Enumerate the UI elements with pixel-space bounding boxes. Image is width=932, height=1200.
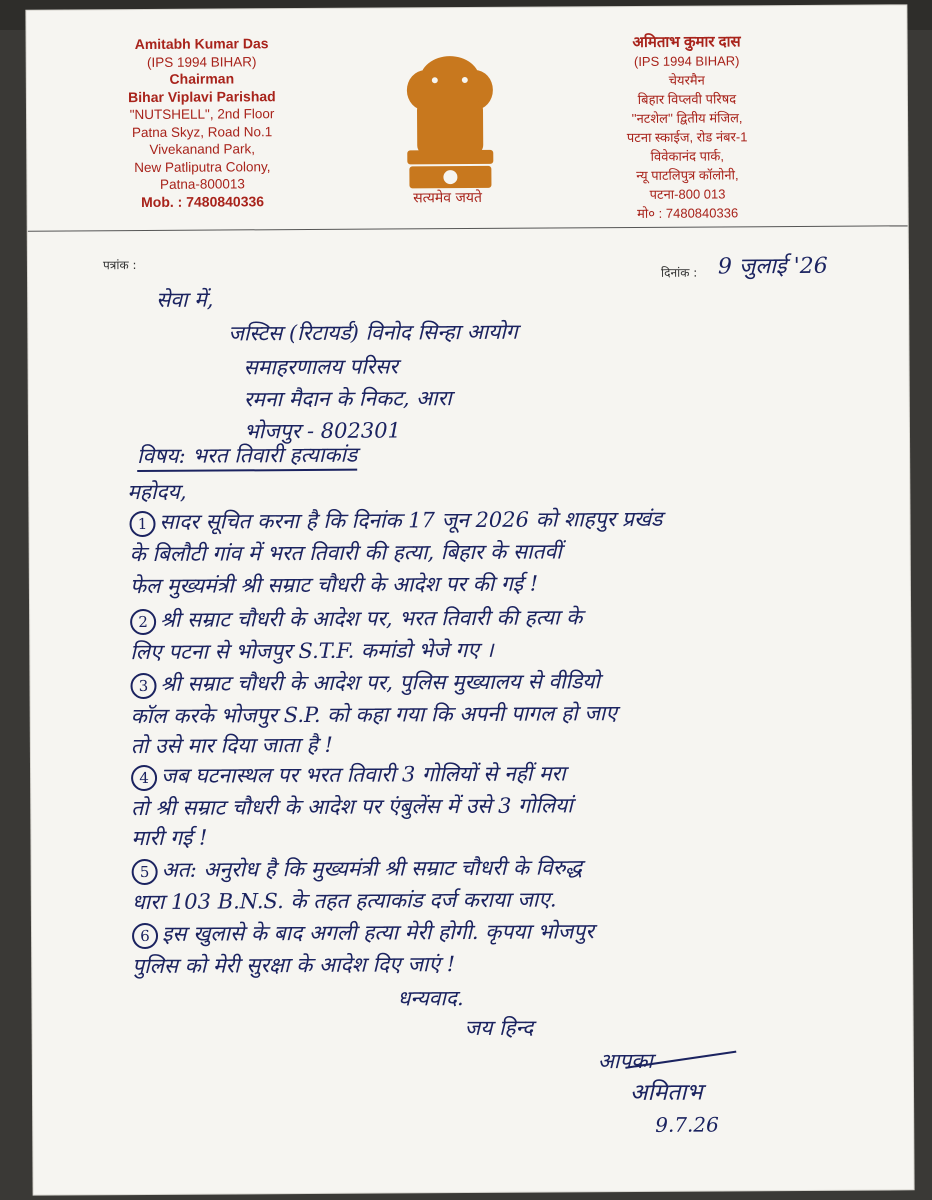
sender-org-hi: बिहार विप्लवी परिषद (637, 91, 737, 107)
point-6-line-2: पुलिस को मेरी सुरक्षा के आदेश दिए जाएं ! (132, 952, 456, 979)
address-line-1-en: "NUTSHELL", 2nd Floor (129, 106, 275, 123)
sender-name-en: Amitabh Kumar Das (134, 35, 269, 53)
sender-name-hi: अमिताभ कुमार दास (632, 33, 741, 51)
point-4-line-1: 4 जब घटनास्थल पर भरत तिवारी 3 गोलियों से नहीं मरा (131, 759, 566, 790)
ref-number-label: पत्रांक : (102, 258, 137, 273)
addressee-line-3: रमना मैदान के निकट, आरा (243, 386, 452, 412)
address-line-2-en: Patna Skyz, Road No.1 (131, 123, 273, 140)
point-3-line-3: तो उसे मार दिया जाता है ! (130, 732, 333, 759)
salutation-to: सेवा में, (156, 287, 214, 312)
letterhead-english (87, 35, 318, 211)
point-3-number: 3 (130, 672, 156, 698)
signature-date: 9.7.26 (655, 1112, 719, 1137)
point-1-line-1: 1 सादर सूचित करना है कि दिनांक 17 जून 2026 को शाहपुर प्रखंड (129, 505, 662, 537)
point-1-number: 1 (129, 510, 155, 536)
point-2-number: 2 (130, 608, 156, 634)
sender-designation-en: Chairman (169, 70, 235, 87)
point-3-line-1: 3 श्री सम्राट चौधरी के आदेश पर, पुलिस मुख्यालय से वीडियो (130, 667, 600, 698)
point-5-number: 5 (132, 858, 158, 884)
address-line-3-en: Vivekanand Park, (149, 141, 256, 157)
point-4-number: 4 (131, 764, 157, 790)
address-line-1-hi: ''नटशेल'' द्वितीय मंजिल, (631, 110, 743, 127)
letter-date: 9 जुलाई '26 (717, 253, 828, 280)
sender-org-en: Bihar Viplavi Parishad (128, 87, 276, 105)
emblem-motto: सत्यमेव जयते (413, 189, 482, 207)
sender-cadre-hi: (IPS 1994 BIHAR) (633, 53, 740, 69)
address-line-2-hi: पटना स्काईज, रोड नंबर-1 (626, 129, 748, 146)
point-5-line-1: 5 अत: अनुरोध है कि मुख्यमंत्री श्री सम्राट चौधरी के विरुद्ध (132, 853, 583, 884)
signature: अमिताभ (629, 1079, 703, 1107)
mobile-hi: मो० : 7480840336 (637, 205, 739, 221)
point-2-line-1: 2 श्री सम्राट चौधरी के आदेश पर, भरत तिवारी की हत्या के (130, 603, 582, 634)
mobile-en: Mob. : 7480840336 (141, 192, 265, 210)
point-3-line-2: कॉल करके भोजपुर S.P. को कहा गया कि अपनी पागल हो जाए (130, 701, 618, 729)
closing-yours: आपका (597, 1048, 653, 1074)
address-line-5-hi: पटना-800 013 (649, 186, 726, 202)
address-line-3-hi: विवेकानंद पार्क, (650, 148, 724, 164)
header-divider (28, 225, 908, 231)
sender-cadre-en: (IPS 1994 BIHAR) (146, 53, 257, 70)
point-6-line-1: 6 इस खुलासे के बाद अगली हत्या मेरी होगी. कृपया भोजपुर (132, 917, 594, 948)
closing-jai-hind: जय हिन्द (464, 1015, 534, 1041)
ashoka-emblem-icon (395, 50, 506, 201)
subject-line: विषय: भरत तिवारी हत्याकांड (137, 441, 357, 472)
point-5-line-2: धारा 103 B.N.S. के तहत हत्याकांड दर्ज कराया जाए. (131, 887, 557, 915)
date-label: दिनांक : (660, 265, 698, 280)
letter-page (26, 5, 913, 1194)
point-2-line-2: लिए पटना से भोजपुर S.T.F. कमांडो भेजे गए । (130, 637, 494, 665)
addressee-line-2: समाहरणालय परिसर (243, 354, 399, 380)
point-4-line-3: मारी गई ! (131, 825, 208, 851)
point-1-line-3: फेल मुख्यमंत्री श्री सम्राट चौधरी के आदेश पर की गई ! (129, 571, 539, 599)
sender-designation-hi: चेयरमैन (668, 72, 705, 88)
point-1-line-2: के बिलौटी गांव में भरत तिवारी की हत्या, बिहार के सातवीं (129, 539, 562, 567)
addressee-line-1: जस्टिस (रिटायर्ड) विनोद सिन्हा आयोग (228, 319, 518, 346)
address-line-4-hi: न्यू पाटलिपुत्र कॉलोनी, (636, 167, 739, 183)
point-6-number: 6 (132, 922, 158, 948)
letterhead-hindi (572, 32, 803, 223)
closing-thanks: धन्यवाद. (397, 986, 464, 1011)
point-4-line-2: तो श्री सम्राट चौधरी के आदेश पर एंबुलेंस में उसे 3 गोलियां (131, 793, 573, 821)
address-line-4-en: New Patliputra Colony, (134, 158, 271, 175)
address-line-5-en: Patna-800013 (159, 176, 245, 192)
addressee-line-4: भोजपुर - 802301 (243, 418, 401, 444)
greeting: महोदय, (127, 479, 187, 505)
